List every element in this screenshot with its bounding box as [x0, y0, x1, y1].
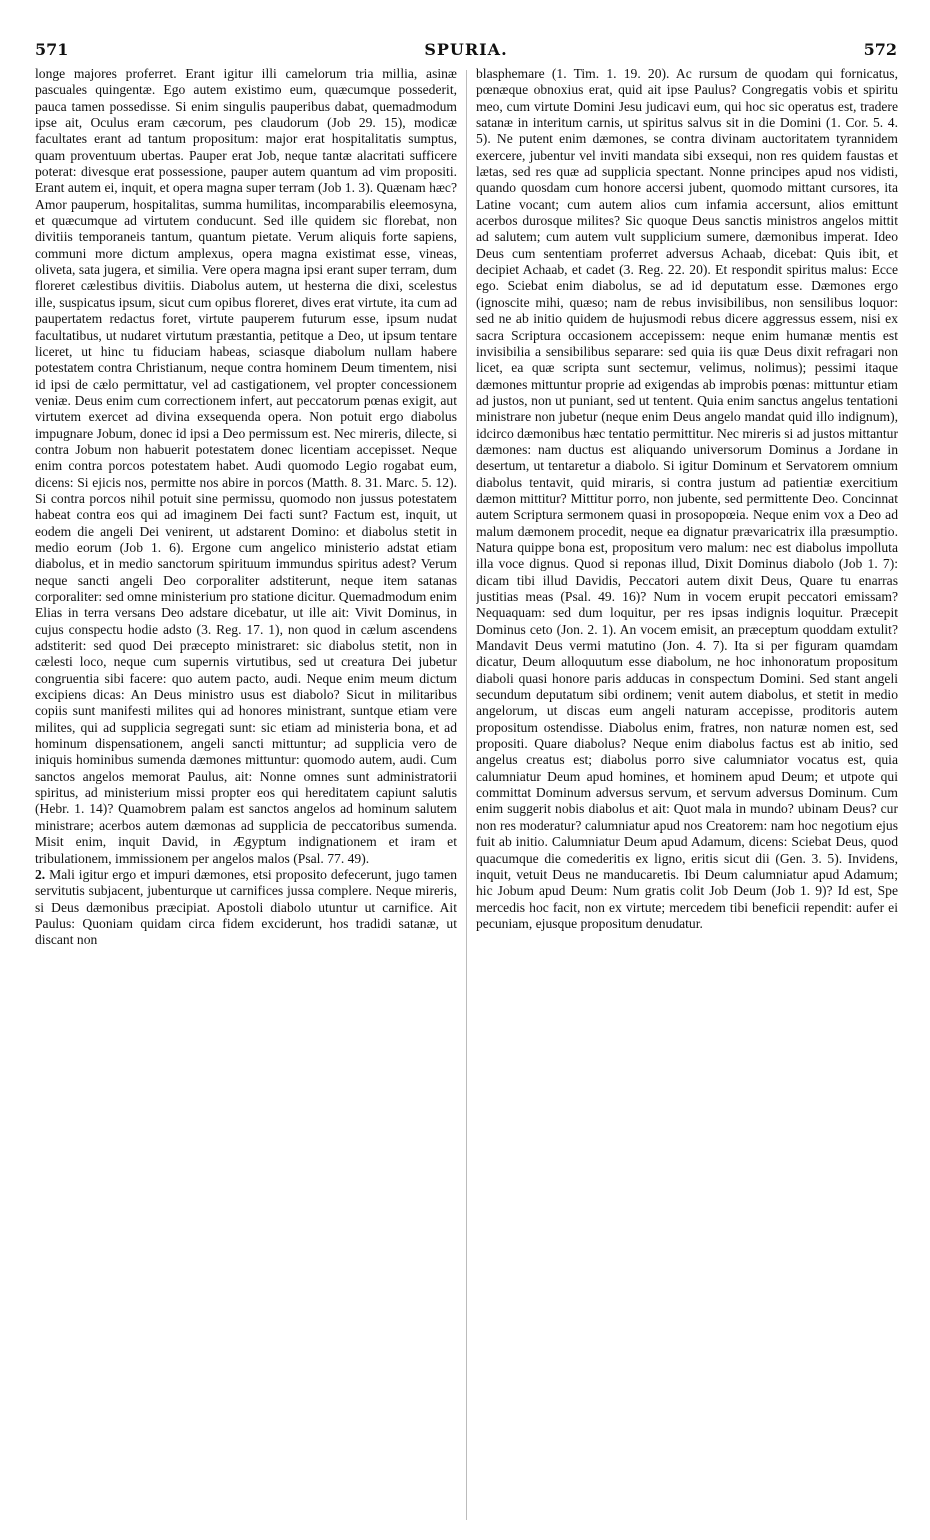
paragraph: longe majores proferret. Erant igitur illi camelorum tria millia, asinæ pascuales quingentæ. Ego autem existimo eum, quæcumque possederit, pauca tamen possedisse. Si enim singulis pauperibus dabat, quemadmodum ipse ait, Oculus eram cæcorum, pes claudorum (Job 29. 15), modicæ facultates erant ad tantum propositum: major erat hospitalitatis sumptus, quam proventuum ubertas. Pauper erat Job, neque tantæ alacritati sufficere poterat: divesque erat possessione, pauper autem quantum ad vim propositi. Erant autem ei, inquit, et opera magna super terram (Job 1. 3). Quænam hæc? Amor pauperum, hospitalitas, summa humilitas, incomparabilis eleemosyna, et quæcumque ad virtutem conducunt. Sed ille quidem sic florebat, non divitiis temporaneis tantum, quantum pietate. Verum aliquis forte sapiens, communi more dictum amplexus, opera magna existimat esse, vineas, oliveta, sata jugera, et similia. Vere opera magna ipsi erant super terram, dum floreret cælestibus divitiis. Diabolus autem, ut hesterna die dixi, scelestus ille, suspicatus ipsum, sicut cum opibus floreret, dives erat virtute, ita cum ad paupertatem redactus foret, virtute pauperem futurum esse, ipsum nudat facultatibus, ut nudaret virtutum præstantia, petitque a Deo, ut ipsum tentare liceret, ut hinc tu fiduciam habeas, sciasque diabolum nullam habere potestatem contra Christianum, neque contra hominem Deum timentem, nisi id ipsi de cælo permittatur, vel ad castigationem, vel propter concessionem veniæ. Deus enim cum correctionem infert, aut peccatorum pœnas exigit, aut virtutem exercet ad divina exsequenda opera. Non potuit ergo diabolus impugnare Jobum, donec id ipsi a Deo permissum est. Nec mireris, dilecte, si contra Jobum non habuerit potestatem donec licentiam accepisset. Neque enim contra porcos potestatem habet. Audi quomodo Legio rogabat eum, dicens: Si ejicis nos, permitte nos abire in porcos (Matth. 8. 31. Marc. 5. 12). Si contra porcos nihil potuit sine permissu, quomodo non jussus potestatem habeat contra eos qui ad imaginem Dei facti sunt? Factum est, inquit, ut eodem die angeli Dei venirent, ut adstarent Domino: et diabolus stetit in medio eorum (Job 1. 6). Ergone cum angelico ministerio adstat etiam diabolus, et in medio sanctorum spirituum immundus spiritus adest? Verum neque sancti angeli Deo corporaliter adstiterunt, neque item satanas corporaliter: sed omne ministerium pro statione dicitur. Quemadmodum enim Elias in terra versans Deo adstare dicebatur, ut ille ait: Vivit Dominus, in cujus conspectu hodie adsto (3. Reg. 17. 1), non quod in cælum ascendens adstiterit: sed quod Dei præcepto ministraret: sic diabolus stetit, non in cælesti loco, neque cum supernis virtutibus, sed ut creatura Dei jubetur congruentia sibi facere: quo autem pacto, audi. Neque enim meum dictum excipiens dicas: An Deus ministro usus est diabolo? Sicut in militaribus copiis sunt manifesti milites qui ad honores ministrant, suntque etiam vere milites, qui ad supplicia segregati sunt: sic etiam ad ministeria bona, et ad hominum dispensationem, angeli sancti mittuntur; ad supplicia vero de iniquis hominibus sumenda dæmones mittuntur: quomodo autem, audi. Cum sanctos angelos memorat Paulus, ait: Nonne omnes sunt administratorii spiritus, ad ministerium missi propter eos qui hereditatem capiunt salutis (Hebr. 1. 14)? Quamobrem palam est sanctos angelos ad hominum salutem ministrare; acerbos autem dæmonas ad supplicia de peccatoribus sumenda. Misit enim, inquit David, in Ægyptum indignationem et iram et tribulationem, immissionem per angelos malos (Psal. 77. 49). [35, 66, 457, 866]
page-number-right: 572 [863, 40, 897, 59]
page-header [35, 40, 897, 66]
paragraph [35, 867, 457, 949]
left-column [35, 66, 457, 1526]
paragraph-number: 2. [35, 866, 46, 882]
page-number-left: 571 [35, 40, 69, 59]
running-title: SPURIA. [424, 40, 508, 59]
paragraph: blasphemare (1. Tim. 1. 19. 20). Ac rursum de quodam qui fornicatus, pœnæque obnoxius erat, quid ait ipse Paulus? Congregatis vobis et spiritu meo, cum virtute Domini Jesu judicavi eum, qui hoc sic operatus est, tradere satanæ in interitum carnis, ut spiritus salvus sit in die Domini (1. Cor. 5. 4. 5). Ne putent enim dæmones, se contra divinam auctoritatem tyrannidem exercere, jubentur vel inviti mandata sibi exsequi, non res quidem faustas et lætas, sed res quæ ad supplicia spectant. Nonne principes apud nos vidisti, quando quosdam cum honore accersi jubent, quomodo mittant cursores, ita Latine vocant; cum autem alios cum infamia accersunt, alios emittunt acerbos durosque milites? Sic quoque Deus sanctis ministros angelos mittit ad salutem; cum autem vult supplicium sumere, dæmonibus imperat. Ideo Deus cum sententiam proferret adversus Achaab, dicebat: Quis ibit, et decipiet Achaab, et cadet (3. Reg. 22. 20). Et respondit spiritus malus: Ecce ego. Sciebat enim diabolus, se ad id deputatum esse. Dæmones ergo (ignoscite mihi, quæso; nam de rebus invisibilibus, non sensilibus loquor: sed ne ab initio quidem de hujusmodi rebus dicere aggressus essem, nisi ex sacra Scriptura occasionem accepissem: neque enim humanæ mentis est invisibilia a sensibilibus separare: sed quia iis quæ Deus dixit refragari non licet, ea quæ scripta sunt sectemur, velimus, nolimus); pessimi itaque dæmones mittuntur proprie ad exigendas ab improbis pœnas: mittuntur etiam ad justos, non ut puniant, sed ut tentent. Quia enim sanctus angelus tentationi ministrare non jubetur (neque enim Deus angelo mandat quid illo indignum), idcirco dæmonibus hæc tentatio permittitur. Nec mireris si ad justos mittantur dæmones: nam ductus est aliquando universorum Dominus a Jordane in desertum, ut tentaretur a diabolo. Si igitur Dominum et Servatorem omnium diabolus tentavit, quid miraris, si contra justum ad patientiæ exercitium dæmon mittitur? Mittitur porro, non jubente, sed permittente Deo. Concinnat autem Scriptura sermonem quasi in prosopopœia. Neque enim vox a Deo ad malum dæmonem procedit, neque ea dignatur prævaricatrix illa præsumptio. Natura quippe bona est, propositum vero malum: nec est diabolus impolluta illa voce dignus. Quod si reponas illud, Dixit Dominus diabolo (Job 1. 7): dicam tibi illud Davidis, Peccatori autem dixit Deus, Quare tu enarras justitias meas (Psal. 49. 16)? Num in vocem erupit peccatori emissam? Nequaquam: sed dum loquitur, per res ipsas indignis loquitur. Præcepit Dominus ceto (Jon. 2. 1). An vocem emisit, an præceptum quoddam extulit? Mandavit Deus vermi matutino (Jon. 4. 7). Ita si per figuram quamdam dicatur, Deum alloquutum esse diabolum, ne hoc inhonoratum propositum diaboli quasi honore paris adducas in conspectum Domini. Sed stant angeli secundum deputatum sibi ordinem; venit autem diabolus, et stetit in medio angelorum, ut discas eum angeli naturam accepisse, proditoris autem propositum ostendisse. Diabolus enim, fratres, non naturæ nomen est, sed propositi. Quare diabolus? Neque enim diabolus factus est ab initio, sed angelus creatus est; diabolus porro sive calumniator vocatus est, quia calumniatur Deum apud homines, et hominem apud Deum; et utpote qui committat Dominum adversus servum, et servum adversus Dominum. Cum enim suggerit nobis diabolus et ait: Quot mala in mundo? ubinam Deus? cur non res moderatur? calumniatur apud nos Creatorem: nam hoc negotium ejus fuit ab initio. Calumniatur Deum apud Adamum, dicens: Sciebat Deus, quod quacumque die comederitis ex ligno, eritis sicut dii (Gen. 3. 5). Invidens, inquit, vetuit Deus ne manducaretis. Ibi Deum calumniatur apud Adamum; hic Jobum apud Deum: Num gratis colit Job Deum (Job 1. 9)? Id est, Spe mercedis hoc facit, non ex virtute; mercedem tibi beneficii rependit: aufer ei pecuniam, ejusque propositum denudatur. [476, 66, 898, 931]
paragraph-text: Mali igitur ergo et impuri dæmones, etsi proposito defecerunt, jugo tamen servitutis subjacent, jubenturque ut carnifices jussa complere. Neque mireris, si Deus dæmonibus præcipiat. Apostoli diabolo utuntur ut carnifice. Ait Paulus: Quoniam quidam circa fidem exciderunt, hos tradidi satanæ, ut discant non [35, 866, 457, 948]
column-divider [466, 70, 467, 1520]
right-column [476, 66, 898, 1526]
